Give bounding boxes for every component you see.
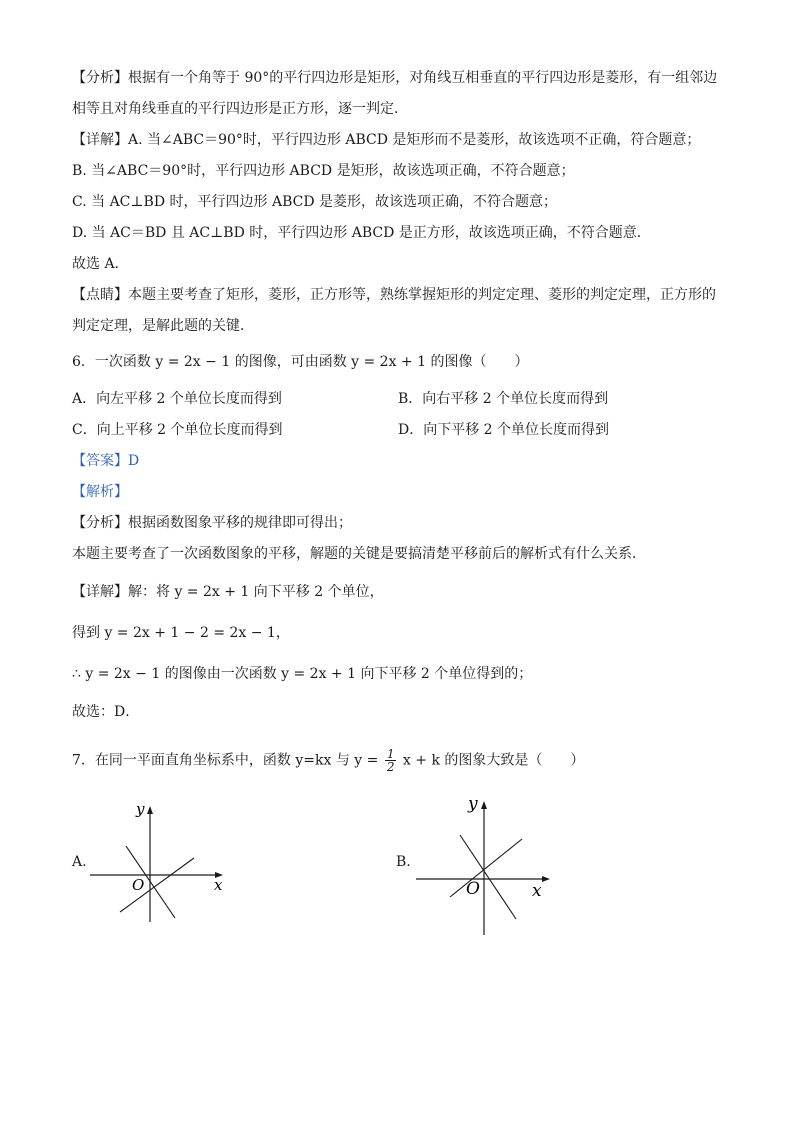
detail-option-a: 【详解】A. 当∠ABC＝90°时，平行四边形 ABCD 是矩形而不是菱形，故该选项不正确，符合题意； — [72, 132, 701, 148]
detail-option-c: C. 当 AC⊥BD 时，平行四边形 ABCD 是菱形，故该选项正确，不符合题意； — [72, 194, 558, 210]
fraction-numerator: 1 — [386, 747, 395, 761]
line-shallow — [450, 839, 522, 897]
comment-line-2: 判定定理，是解此题的关键． — [72, 318, 254, 334]
graph-option-b — [412, 793, 562, 938]
origin-label: O — [466, 879, 480, 899]
q6-detail: 【详解】解：将 y = 2x + 1 向下平移 2 个单位， — [72, 584, 384, 600]
fraction-denominator: 2 — [386, 760, 395, 774]
q6-answer: 【答案】D — [72, 453, 140, 469]
q6-option-a: A．向左平移 2 个单位长度而得到 — [72, 391, 282, 407]
x-axis-label: x — [214, 876, 223, 894]
x-axis-label: x — [532, 881, 542, 901]
q6-therefore: ∴ y = 2x − 1 的图像由一次函数 y = 2x + 1 向下平移 2 个单位得到的； — [72, 666, 533, 682]
q6-choose: 故选：D． — [72, 704, 140, 720]
question-6-stem: 6．一次函数 y = 2x − 1 的图像，可由函数 y = 2x + 1 的图像（ ） — [72, 354, 529, 370]
q6-summary: 本题主要考查了一次函数图象的平移，解题的关键是要搞清楚平移前后的解析式有什么关系． — [72, 546, 646, 562]
line-steep — [460, 835, 516, 919]
y-axis-arrow — [147, 806, 153, 814]
x-axis-arrow — [542, 876, 550, 882]
q6-option-d: D．向下平移 2 个单位长度而得到 — [398, 422, 610, 438]
detail-option-b: B. 当∠ABC＝90°时，平行四边形 ABCD 是矩形，故该选项正确，不符合题意； — [72, 163, 575, 179]
q6-option-c: C．向上平移 2 个单位长度而得到 — [72, 422, 283, 438]
y-axis-label: y — [468, 794, 478, 814]
q6-jiexi-label: 【解析】 — [72, 484, 128, 500]
q6-option-b: B．向右平移 2 个单位长度而得到 — [398, 391, 609, 407]
detail-option-d: D. 当 AC＝BD 且 AC⊥BD 时，平行四边形 ABCD 是正方形，故该选项正确，不符合题意． — [72, 225, 651, 241]
fraction-one-half — [385, 748, 397, 773]
q6-analysis: 【分析】根据函数图象平移的规律即可得出； — [72, 515, 352, 531]
comment-line-1: 【点睛】本题主要考查了矩形，菱形，正方形等，熟练掌握矩形的判定定理、菱形的判定定理，正方形的 — [72, 287, 716, 303]
q6-step: 得到 y = 2x + 1 − 2 = 2x − 1， — [72, 625, 290, 641]
q7-stem-prefix: 7．在同一平面直角坐标系中，函数 y=kx 与 y = — [72, 752, 379, 769]
graph-option-a — [90, 800, 240, 925]
choose-answer-5: 故选 A． — [72, 256, 129, 272]
q7-stem-suffix: x + k 的图象大致是（ ） — [402, 752, 585, 769]
y-axis-label: y — [136, 800, 145, 818]
question-7-stem — [72, 748, 584, 773]
analysis-line-2: 相等且对角线垂直的平行四边形是正方形，逐一判定． — [72, 101, 408, 117]
q7-option-a-label: A. — [72, 854, 87, 870]
q7-option-b-label: B. — [396, 854, 411, 870]
origin-label: O — [132, 876, 145, 894]
analysis-line-1: 【分析】根据有一个角等于 90°的平行四边形是矩形，对角线互相垂直的平行四边形是菱形，有一组邻边 — [72, 70, 718, 86]
y-axis-arrow — [481, 801, 487, 809]
